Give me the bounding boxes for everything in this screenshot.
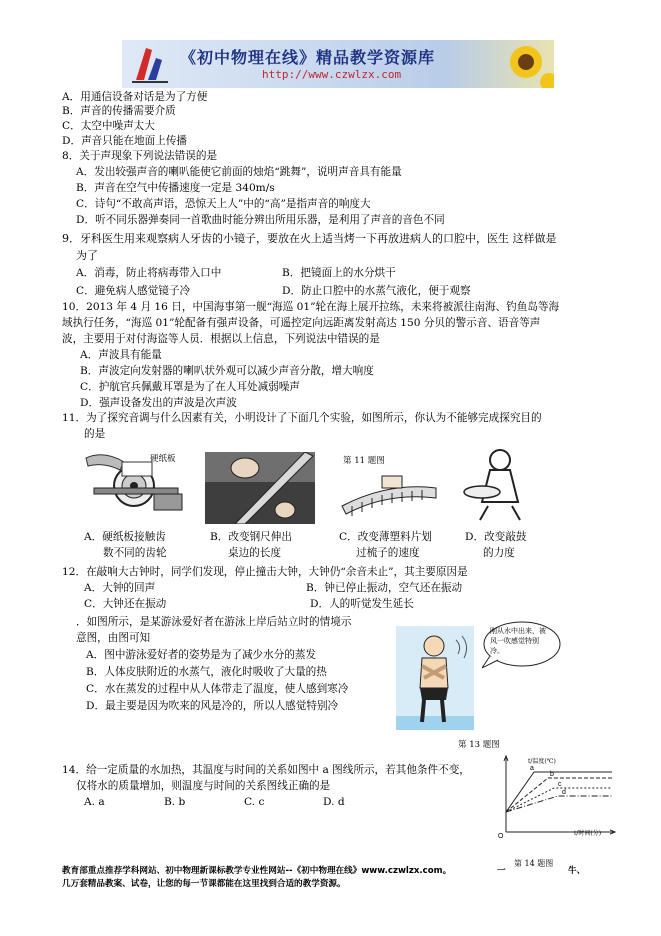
q14-curve-d-label: d bbox=[562, 789, 566, 796]
q10-option-d: D．强声设备发出的声波是次声波 bbox=[80, 397, 237, 409]
q14-stem-2: 仅将水的质量增加，则温度与时间的关系图线正确的是 bbox=[76, 780, 331, 792]
q7-option-c: C．太空中噪声太大 bbox=[62, 120, 155, 132]
banner-url: http://www.czwlzx.com bbox=[262, 68, 402, 81]
q9-option-b: B．把镜面上的水分烘干 bbox=[282, 267, 396, 279]
q7-option-d: D．声音只能在地面上传播 bbox=[62, 135, 188, 147]
sunflower-icon bbox=[494, 40, 554, 88]
q9-stem-2: 为了 bbox=[76, 249, 98, 262]
header-banner bbox=[122, 40, 554, 88]
q11-option-a-2: 数不同的齿轮 bbox=[103, 547, 167, 559]
q14-option-c: C. c bbox=[244, 796, 265, 808]
q11-option-d-2: 的力度 bbox=[483, 547, 515, 559]
site-logo-icon bbox=[126, 40, 174, 88]
q14-option-d: D. d bbox=[323, 796, 345, 808]
q11-option-d-1: D．改变敲鼓 bbox=[465, 531, 527, 543]
q10-stem-2: 域执行任务，“海巡 01”轮配备有强声设备，可遥控定向远距离发射高达 150 分贝的警示音、语音等声 bbox=[62, 317, 541, 329]
footer-line-1-end: 牛、 bbox=[568, 866, 586, 876]
q14-x-axis-label: t/时间(分) bbox=[574, 830, 602, 837]
q13-figure-caption: 第 13 题图 bbox=[458, 740, 500, 750]
q11-option-c-2: 过梳子的速度 bbox=[356, 547, 420, 559]
q7-option-b: B．声音的传播需要介质 bbox=[62, 105, 176, 117]
q8-option-a: A．发出较强声音的喇叭能使它前面的烛焰“跳舞”，说明声音具有能量 bbox=[76, 166, 402, 178]
q12-option-a: A．大钟的回声 bbox=[84, 582, 156, 594]
q11-figure-caption: 第 11 题图 bbox=[343, 456, 385, 466]
q13-stem-2: 意图，由图可知 bbox=[76, 632, 151, 644]
banner-title: 《初中物理在线》精品教学资源库 bbox=[180, 48, 436, 67]
q9-option-a: A．消毒，防止将病毒带入口中 bbox=[76, 267, 222, 279]
q9-stem-1: 9．牙科医生用来观察病人牙齿的小镜子，要放在火上适当烤一下再放进病人的口腔中，医生 这样做是 bbox=[62, 232, 557, 245]
q10-option-a: A．声波具有能量 bbox=[80, 349, 162, 361]
q13-option-d: D．最主要是因为吹来的风是冷的，所以人感觉特别冷 bbox=[86, 700, 339, 712]
q13-figure-swimmer bbox=[396, 626, 496, 734]
q12-option-b: B．钟已停止振动，空气还在振动 bbox=[306, 582, 463, 594]
q10-option-b: B．声波定向发射器的喇叭状外观可以减少声音分散，增大响度 bbox=[80, 365, 374, 377]
footer-line-2: 几万套精品教案、试卷，让您的每一节课都能在这里找到合适的教学资源。 bbox=[62, 879, 346, 889]
q8-stem: 8．关于声现象下列说法错误的是 bbox=[62, 150, 218, 162]
q14-figure-caption: 第 14 题图 bbox=[514, 859, 554, 868]
q11-figure-a-label: 硬纸板 bbox=[150, 454, 176, 464]
q13-option-b: B．人体皮肤附近的水蒸气，液化时吸收了大量的热 bbox=[86, 666, 327, 678]
q14-option-a: A. a bbox=[84, 796, 105, 808]
q11-figure-b-ruler bbox=[205, 452, 315, 524]
q14-figure-graph bbox=[498, 752, 618, 838]
q14-stem-1: 14．给一定质量的水加热，其温度与时间的关系如图中 a 图线所示，若其他条件不变， bbox=[62, 764, 470, 776]
q14-y-axis-label: t/温度(℃) bbox=[528, 758, 556, 765]
q11-option-c-1: C．改变薄塑料片划 bbox=[339, 531, 432, 543]
q10-stem-3: 波，主要用于对付海盗等人员．根据以上信息，下列说法中错误的是 bbox=[62, 333, 380, 345]
q13-speech-bubble-text: 刚从水中出来，被风一吹感觉特别冷。 bbox=[490, 627, 546, 655]
q8-option-d: D．听不同乐器弹奏同一首歌曲时能分辨出所用乐器，是利用了声音的音色不同 bbox=[76, 214, 445, 226]
q13-option-c: C．水在蒸发的过程中从人体带走了温度，使人感到寒冷 bbox=[86, 683, 349, 695]
q11-figure-d-drum bbox=[458, 446, 542, 522]
q11-figure-c-comb bbox=[338, 466, 442, 522]
q9-option-c: C．避免病人感觉镜子冷 bbox=[76, 285, 191, 297]
q11-stem-1: 11．为了探究音调与什么因素有关，小明设计了下面几个实验，如图所示，你认为不能够完成探究目的 bbox=[62, 412, 542, 424]
q11-stem-2: 的是 bbox=[84, 428, 106, 440]
q8-option-b: B．声音在空气中传播速度一定是 340m/s bbox=[76, 182, 275, 194]
q12-stem: 12．在敲响大古钟时，同学们发现，停止撞击大钟，大钟仍“余音未止”，其主要原因是 bbox=[62, 566, 468, 578]
footer-line-1: 教育部重点推荐学科网站、初中物理新课标教学专业性网站--《初中物理在线》www.czwlzx.com。 bbox=[62, 866, 452, 876]
footer-line-1-tail: 一 bbox=[497, 866, 506, 876]
q8-option-c: C．诗句“不敢高声语，恐惊天上人”中的“高”是指声音的响度大 bbox=[76, 198, 371, 210]
q14-origin-label: O bbox=[498, 833, 504, 838]
q12-option-c: C．大钟还在振动 bbox=[84, 598, 167, 610]
q14-curve-a-label: a bbox=[530, 765, 534, 772]
q9-option-d: D．防止口腔中的水蒸气液化，便于观察 bbox=[282, 285, 471, 297]
q11-option-a-1: A．硬纸板接触齿 bbox=[84, 531, 166, 543]
q14-curve-c-label: c bbox=[558, 781, 562, 788]
q10-option-c: C．护航官兵佩戴耳罩是为了在人耳处减弱噪声 bbox=[80, 381, 300, 393]
q14-curve-b-label: b bbox=[550, 771, 554, 778]
q13-option-a: A．图中游泳爱好者的姿势是为了减少水分的蒸发 bbox=[86, 649, 317, 661]
q11-option-b-2: 桌边的长度 bbox=[228, 547, 281, 559]
q11-option-b-1: B．改变钢尺伸出 bbox=[210, 531, 292, 543]
q12-option-d: D．人的听觉发生延长 bbox=[310, 598, 414, 610]
q13-stem-1: ．如图所示，是某游泳爱好者在游泳上岸后站立时的情境示 bbox=[76, 616, 352, 628]
q10-stem-1: 10．2013 年 4 月 16 日，中国海事第一舰“海巡 01”轮在海上展开拉练，未来将被派往南海、钓鱼岛等海 bbox=[62, 301, 560, 313]
q7-option-a: A．用通信设备对话是为了方便 bbox=[62, 91, 208, 103]
q14-option-b: B. b bbox=[164, 796, 186, 808]
